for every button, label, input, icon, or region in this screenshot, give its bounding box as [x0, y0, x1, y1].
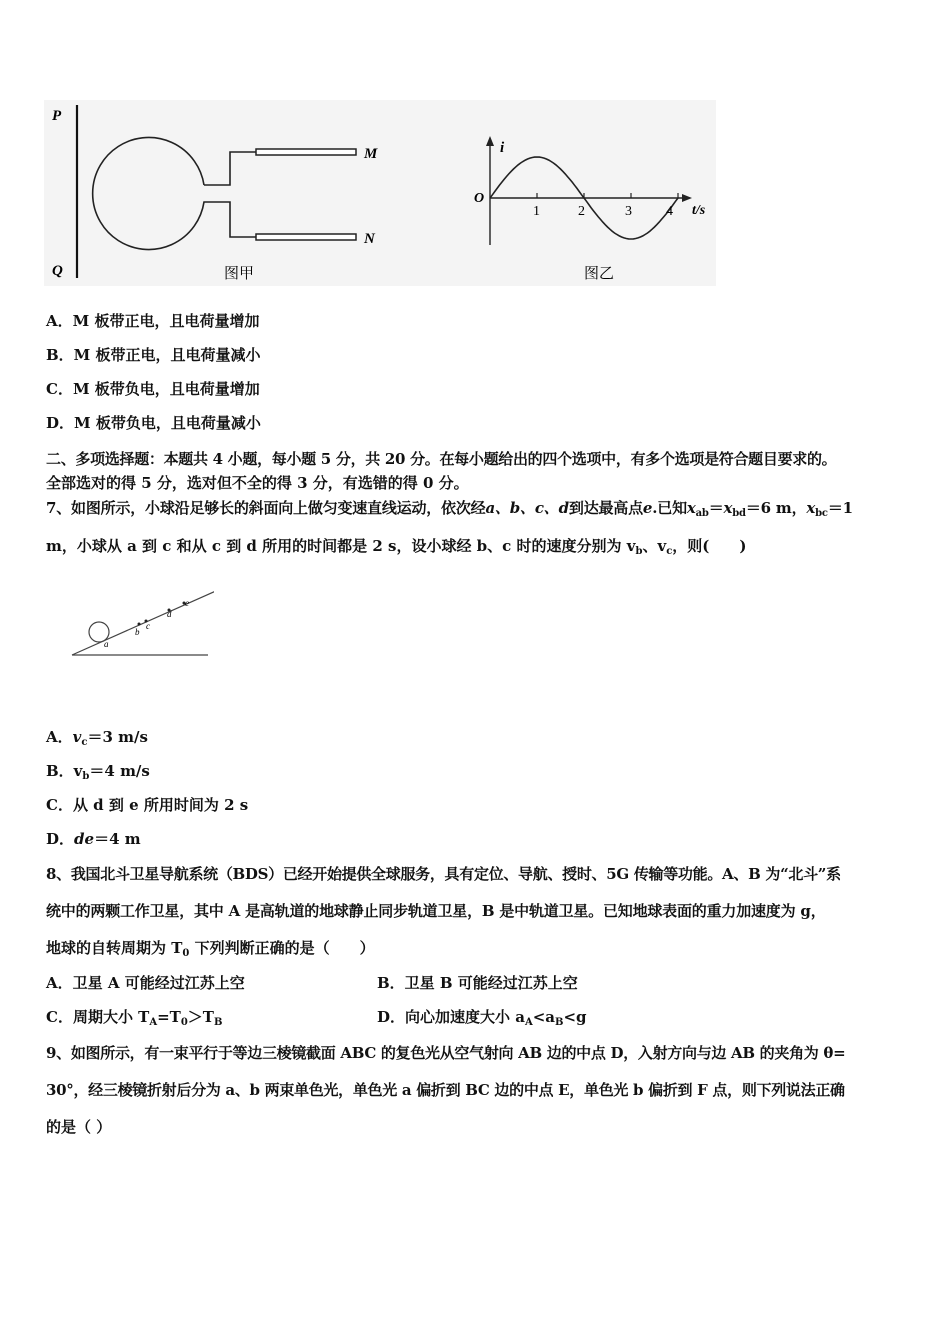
q8-opt-d-c: <g [563, 1008, 587, 1026]
graph-y-arrow [486, 136, 494, 146]
q7-x-bd: x [723, 499, 733, 517]
q7-line2-mid: 、v [642, 537, 667, 555]
incline-label-c: c [146, 621, 150, 631]
q7-text-3: .已知 [652, 499, 687, 517]
q7-eq1: ＝ [708, 499, 724, 517]
q8-opt-c-c: ＞T [187, 1008, 214, 1026]
q8-stem-line1: 8、我国北斗卫星导航系统（BDS）已经开始提供全球服务，具有定位、导航、授时、5G 传输等功能。A、B 为“北斗”系 [46, 865, 841, 883]
q6-option-d: D．M 板带负电，且电荷量减小 [46, 414, 261, 432]
plate-m [256, 149, 356, 155]
q7-eq2-val: ＝1 [827, 499, 853, 517]
q8-opt-c-sub1: A [149, 1017, 158, 1028]
graph-origin-label: O [474, 191, 485, 206]
point-b [138, 623, 141, 626]
section2-heading-line2: 全部选对的得 5 分，选对但不全的得 3 分，有选错的得 0 分。 [46, 474, 469, 492]
label-m: M [364, 146, 378, 162]
q7-x-ab-sub: ab [695, 508, 709, 519]
q7-line2-end: ，则( ) [672, 537, 747, 555]
q7-line2-sub-b: b [635, 546, 643, 557]
q8-option-a: A．卫星 A 可能经过江苏上空 [46, 974, 245, 992]
label-n: N [364, 231, 375, 247]
incline-label-a: a [104, 639, 109, 649]
q7-opt-a-sub: c [81, 737, 88, 748]
q9-stem-line1: 9、如图所示，有一束平行于等边三棱镜截面 ABC 的复色光从空气射向 AB 边的中点 D，入射方向与边 AB 的夹角为 θ= [46, 1044, 846, 1062]
circuit-and-graph-figure [44, 100, 716, 286]
q8-line3-sub: 0 [182, 948, 190, 959]
tick-label-4: 4 [666, 204, 673, 219]
q7-x-ab: x [686, 499, 696, 517]
q7-point-e: e [642, 499, 653, 517]
graph-y-label: i [500, 140, 505, 156]
q7-line2-sub-c: c [666, 546, 673, 557]
q7-option-d [46, 829, 141, 849]
incline-label-d: d [167, 609, 172, 619]
q9-stem-line3: 的是（ ） [46, 1118, 112, 1136]
incline-label-e: e [185, 598, 189, 608]
graph-x-label [692, 203, 706, 218]
q8-opt-d-sub1: A [524, 1017, 533, 1028]
section2-heading-line1: 二、多项选择题：本题共 4 小题，每小题 5 分，共 20 分。在每小题给出的四个选项中，有多个选项是符合题目要求的。 [46, 450, 837, 468]
tick-label-1: 1 [533, 204, 540, 219]
incline-figure [66, 584, 214, 660]
q7-opt-d-rest: ＝4 m [94, 830, 141, 848]
q7-eq1-val: ＝6 m， [745, 499, 807, 517]
q7-opt-d-var: de [74, 830, 95, 848]
q8-option-b: B．卫星 B 可能经过江苏上空 [377, 974, 578, 992]
q8-opt-c-sub2: 0 [180, 1017, 188, 1028]
q7-points: a、b、c、d [485, 499, 569, 517]
circuit-loop [93, 138, 256, 250]
q7-opt-b-prefix: B．v [46, 762, 83, 780]
q7-option-c: C．从 d 到 e 所用时间为 2 s [46, 796, 249, 814]
caption-figure-a: 图甲 [224, 266, 255, 282]
q7-opt-a-prefix: A． [46, 728, 73, 746]
q8-option-d [377, 1007, 587, 1033]
q7-opt-d-prefix: D． [46, 830, 75, 848]
q7-x-bc: x [806, 499, 816, 517]
graph-x-label-text: t/s [692, 203, 706, 218]
q7-opt-b-rest: ＝4 m/s [89, 762, 150, 780]
q8-stem-line2: 统中的两颗工作卫星，其中 A 是高轨道的地球静止同步轨道卫星，B 是中轨道卫星。已知地球表面的重力加速度为 g， [46, 902, 826, 920]
incline-label-b: b [135, 627, 140, 637]
q8-line3-a: 地球的自转周期为 T [46, 939, 183, 957]
q7-text-2: 到达最高点 [568, 499, 643, 517]
q8-opt-c-a: C．周期大小 T [46, 1008, 150, 1026]
q7-option-a [46, 727, 148, 753]
q8-option-c [46, 1007, 222, 1033]
q7-x-bc-sub: bc [815, 508, 828, 519]
q9-stem-line2: 30°，经三棱镜折射后分为 a、b 两束单色光，单色光 a 偏折到 BC 边的中点 E，单色光 b 偏折到 F 点，则下列说法正确 [46, 1081, 845, 1099]
q8-opt-c-b: =T [157, 1008, 181, 1026]
q7-opt-a-rest: ＝3 m/s [87, 728, 148, 746]
q6-option-c: C．M 板带负电，且电荷量增加 [46, 380, 260, 398]
q8-stem-line3 [46, 938, 375, 964]
q8-opt-c-sub3: B [213, 1017, 223, 1028]
figure-panel-top [44, 100, 716, 286]
label-q: Q [52, 263, 63, 279]
q8-line3-b: 下列判断正确的是（ ） [189, 939, 375, 957]
q7-option-b [46, 761, 150, 787]
q7-opt-a-v: v [72, 728, 82, 746]
q6-option-a: A．M 板带正电，且电荷量增加 [46, 312, 260, 330]
plate-n [256, 234, 356, 240]
tick-label-3: 3 [625, 204, 632, 219]
incline-line [72, 590, 214, 655]
q8-opt-d-a: D．向心加速度大小 a [377, 1008, 525, 1026]
q8-opt-d-sub2: B [555, 1017, 564, 1028]
label-p: P [52, 108, 62, 124]
tick-label-2: 2 [578, 204, 585, 219]
q8-opt-d-b: <a [532, 1008, 556, 1026]
q6-option-b: B．M 板带正电，且电荷量减小 [46, 346, 261, 364]
q7-x-bd-sub: bd [732, 508, 746, 519]
q7-stem-line2 [46, 536, 746, 562]
q7-opt-b-sub: b [82, 771, 90, 782]
graph-x-arrow [682, 194, 692, 202]
q7-line2-text: m，小球从 a 到 c 和从 c 到 d 所用的时间都是 2 s，设小球经 b、c 时的速度分别为 v [46, 537, 636, 555]
q7-stem-line1 [46, 498, 853, 524]
caption-figure-b: 图乙 [584, 266, 615, 282]
q7-text-1: 7、如图所示，小球沿足够长的斜面向上做匀变速直线运动，依次经 [46, 499, 486, 517]
